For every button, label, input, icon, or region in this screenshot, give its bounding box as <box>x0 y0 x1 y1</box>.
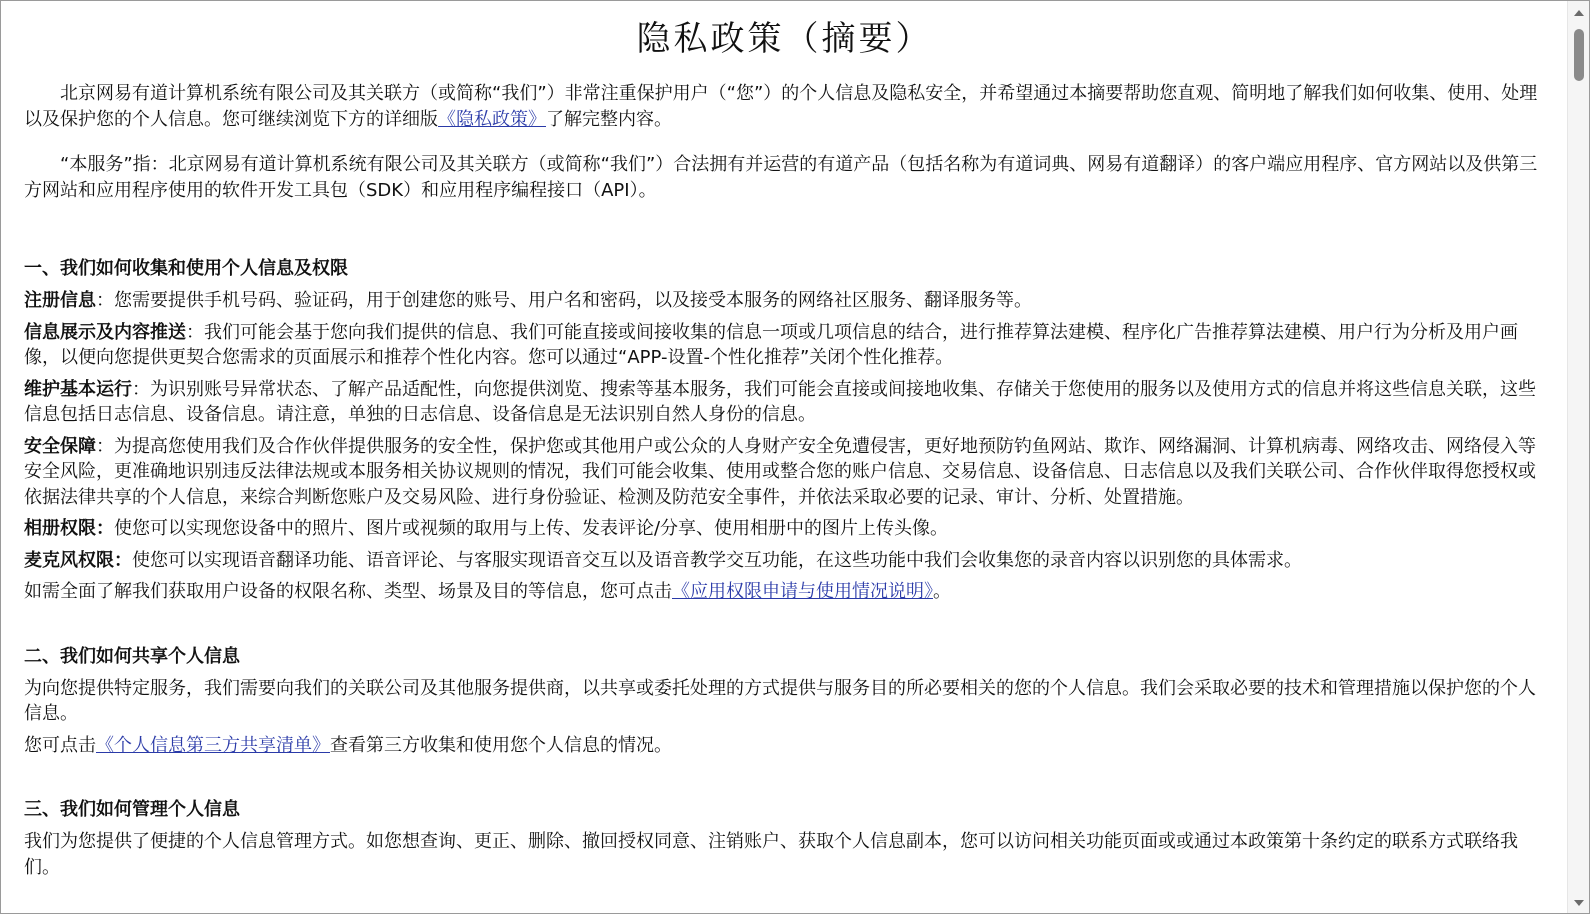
section-2-heading: 二、我们如何共享个人信息 <box>24 645 240 667</box>
page-title: 隐私政策（摘要） <box>636 19 933 59</box>
item-text: 使您可以实现语音翻译功能、语音评论、与客服实现语音交互以及语音教学交互功能，在这些功能中我们会收集您的录音内容以识别您的具体需求。 <box>132 549 1302 571</box>
item-text: 使您可以实现您设备中的照片、图片或视频的取用与上传、发表评论/分享、使用相册中的图片上传头像。 <box>114 518 949 539</box>
section-1-heading: 一、我们如何收集和使用个人信息及权限 <box>24 258 348 279</box>
item-term: 相册权限： <box>24 518 114 539</box>
item-text: ：您需要提供手机号码、验证码，用于创建您的账号、用户名和密码，以及接受本服务的网络社区服务、翻译服务等。 <box>96 290 1032 311</box>
collect-item-basic-operation <box>24 377 1545 428</box>
scroll-down-arrow-icon[interactable] <box>1574 900 1584 906</box>
item-term: 注册信息 <box>24 290 96 311</box>
manage-paragraph-1: 我们为您提供了便捷的个人信息管理方式。如您想查询、更正、删除、撤回授权同意、注销账户、获取个人信息副本，您可以访问相关功能页面或或通过本政策第十条约定的联系方式联络我们。 <box>24 831 1518 878</box>
share-paragraph-2 <box>24 733 1545 759</box>
app-permissions-link[interactable]: 《应用权限申请与使用情况说明》 <box>672 581 933 602</box>
scroll-up-arrow-icon[interactable] <box>1574 10 1584 16</box>
collect-item-recommendation <box>24 320 1545 371</box>
item-text: ：我们可能会基于您向我们提供的信息、我们可能直接或间接收集的信息一项或几项信息的结合，进行推荐算法建模、程序化广告推荐算法建模、用户行为分析及用户画像，以便向您提供更契合您需求的页面展示和推荐个性化内容。您可以通过“APP-设置-个性化推荐”关闭个性化推荐。 <box>24 321 1518 368</box>
permissions-text: 如需全面了解我们获取用户设备的权限名称、类型、场景及目的等信息，您可点击 <box>24 581 672 602</box>
item-text: ：为提高您使用我们及合作伙伴提供服务的安全性，保护您或其他用户或公众的人身财产安全免遭侵害，更好地预防钓鱼网站、欺诈、网络漏洞、计算机病毒、网络攻击、网络侵入等安全风险，更准确地识别违反法律法规或本服务相关协议规则的情况，我们可能会收集、使用或整合您的账户信息、交易信息、设备信息、日志信息以及我们关联公司、合作伙伴取得您授权或依据法律共享的个人信息，来综合判断您账户及交易风险、进行身份验证、检测及防范安全事件，并依法采取必要的记录、审计、分析、处置措施。 <box>24 435 1536 508</box>
privacy-policy-link[interactable]: 《隐私政策》 <box>438 108 546 130</box>
share-paragraph-1: 为向您提供特定服务，我们需要向我们的关联公司及其他服务提供商，以共享或委托处理的方式提供与服务目的所必要相关的您的个人信息。我们会采取必要的技术和管理措施以保护您的个人信息。 <box>24 677 1536 724</box>
share-text: 您可点击 <box>24 734 96 756</box>
collect-item-registration <box>24 288 1545 314</box>
third-party-sharing-link[interactable]: 《个人信息第三方共享清单》 <box>96 734 330 756</box>
permissions-info-paragraph <box>24 579 1545 605</box>
intro-text: 北京网易有道计算机系统有限公司及其关联方（或简称“我们”）非常注重保护用户（“您”）的个人信息及隐私安全，并希望通过本摘要帮助您直观、简明地了解我们如何收集、使用、处理以及保护您的个人信息。您可继续浏览下方的详细版 <box>24 83 1538 130</box>
policy-content <box>24 1 1545 914</box>
permissions-text-end: 。 <box>933 581 951 602</box>
scrollbar-thumb[interactable] <box>1574 29 1584 81</box>
share-text-end: 查看第三方收集和使用您个人信息的情况。 <box>330 734 672 756</box>
collect-item-photo-permission <box>24 516 1545 542</box>
intro-text-end: 了解完整内容。 <box>546 108 672 130</box>
item-term: 信息展示及内容推送 <box>24 321 186 343</box>
intro-paragraph-2: “本服务”指：北京网易有道计算机系统有限公司及其关联方（或简称“我们”）合法拥有并运营的有道产品（包括名称为有道词典、网易有道翻译）的客户端应用程序、官方网站以及供第三方网站和应用程序使用的软件开发工具包（SDK）和应用程序编程接口（API）。 <box>24 154 1538 201</box>
item-text: ：为识别账号异常状态、了解产品适配性，向您提供浏览、搜索等基本服务，我们可能会直接或间接地收集、存储关于您使用的服务以及使用方式的信息并将这些信息关联，这些信息包括日志信息、设备信息。请注意，单独的日志信息、设备信息是无法识别自然人身份的信息。 <box>24 378 1536 425</box>
collect-item-security <box>24 434 1545 511</box>
item-term: 麦克风权限： <box>24 549 132 571</box>
item-term: 安全保障 <box>24 435 96 457</box>
section-3-heading: 三、我们如何管理个人信息 <box>24 799 240 820</box>
intro-paragraph-1 <box>24 81 1545 132</box>
collect-item-microphone-permission <box>24 548 1545 574</box>
vertical-scrollbar[interactable] <box>1567 1 1589 914</box>
item-term: 维护基本运行 <box>24 378 132 400</box>
